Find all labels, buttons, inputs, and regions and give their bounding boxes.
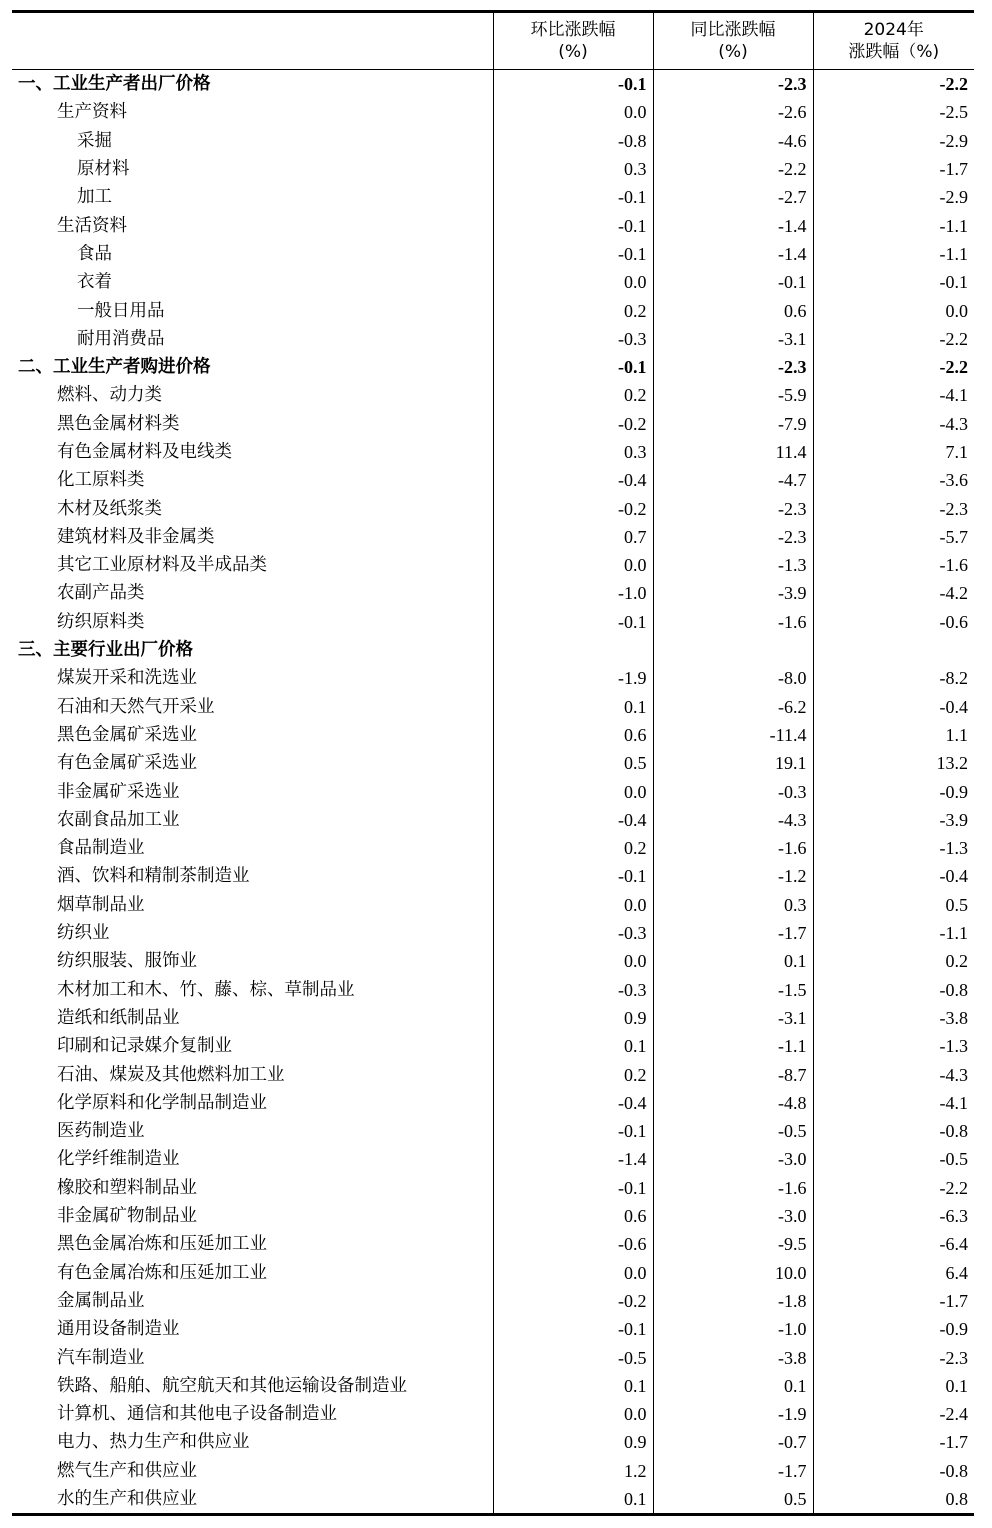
row-label: 三、主要行业出厂价格 [18, 640, 193, 661]
table-row [12, 919, 974, 947]
row-label: 加工 [77, 187, 112, 208]
row-ytd-value: -1.3 [813, 1032, 974, 1060]
table-row [12, 353, 974, 381]
row-label: 食品制造业 [57, 838, 145, 859]
row-yoy-value: -0.7 [653, 1428, 813, 1456]
row-mom-value: -0.1 [493, 1174, 653, 1202]
row-yoy-value: -3.0 [653, 1145, 813, 1173]
row-ytd-value: -1.7 [813, 155, 974, 183]
table-row [12, 693, 974, 721]
table-row [12, 749, 974, 777]
row-label: 计算机、通信和其他电子设备制造业 [57, 1404, 337, 1425]
row-yoy-value: -2.3 [653, 494, 813, 522]
row-label: 农副食品加工业 [57, 809, 180, 830]
row-mom-value: -1.4 [493, 1145, 653, 1173]
table-row [12, 410, 974, 438]
row-ytd-value: -0.1 [813, 268, 974, 296]
row-ytd-value: 0.1 [813, 1372, 974, 1400]
row-ytd-value: -2.3 [813, 1343, 974, 1371]
table-row [12, 211, 974, 239]
row-mom-value: 0.1 [493, 1372, 653, 1400]
row-yoy-value: -1.1 [653, 1032, 813, 1060]
row-label: 一般日用品 [77, 300, 165, 321]
row-mom-value: -0.1 [493, 353, 653, 381]
row-yoy-value: -3.0 [653, 1202, 813, 1230]
row-ytd-value: -2.4 [813, 1400, 974, 1428]
table-row [12, 1174, 974, 1202]
row-label: 木材及纸浆类 [57, 498, 162, 519]
table-row [12, 1117, 974, 1145]
row-ytd-value: -1.6 [813, 551, 974, 579]
price-table-container [12, 10, 974, 1516]
row-label: 生产资料 [57, 102, 127, 123]
row-yoy-value: -1.6 [653, 834, 813, 862]
row-label: 黑色金属矿采选业 [57, 724, 197, 745]
row-yoy-value: -2.3 [653, 70, 813, 99]
row-ytd-value: -1.7 [813, 1428, 974, 1456]
table-row [12, 155, 974, 183]
table-row [12, 268, 974, 296]
row-yoy-value: -1.7 [653, 1457, 813, 1485]
row-label: 采掘 [77, 130, 112, 151]
row-yoy-value: -6.2 [653, 693, 813, 721]
row-label: 原材料 [77, 159, 130, 180]
header-yoy [653, 12, 813, 70]
table-row [12, 579, 974, 607]
row-yoy-value: -8.0 [653, 664, 813, 692]
row-ytd-value: 0.0 [813, 296, 974, 324]
table-row [12, 523, 974, 551]
row-label: 建筑材料及非金属类 [57, 526, 215, 547]
row-mom-value: -0.4 [493, 806, 653, 834]
row-mom-value: -0.1 [493, 608, 653, 636]
row-yoy-value: 0.1 [653, 1372, 813, 1400]
row-yoy-value: 0.5 [653, 1485, 813, 1515]
row-mom-value: 0.6 [493, 721, 653, 749]
row-ytd-value: 6.4 [813, 1258, 974, 1286]
row-mom-value: 0.0 [493, 1400, 653, 1428]
row-ytd-value: -2.9 [813, 183, 974, 211]
row-yoy-value: -7.9 [653, 410, 813, 438]
row-yoy-value: -0.5 [653, 1117, 813, 1145]
row-mom-value: 0.5 [493, 749, 653, 777]
row-mom-value: -0.1 [493, 211, 653, 239]
row-ytd-value: -6.4 [813, 1230, 974, 1258]
row-label: 燃气生产和供应业 [57, 1460, 197, 1481]
row-label: 铁路、船舶、航空航天和其他运输设备制造业 [57, 1375, 407, 1396]
row-label: 烟草制品业 [57, 894, 145, 915]
table-row [12, 608, 974, 636]
row-mom-value: -0.3 [493, 325, 653, 353]
row-mom-value: -0.1 [493, 70, 653, 99]
row-yoy-value: -2.7 [653, 183, 813, 211]
row-ytd-value: 0.5 [813, 891, 974, 919]
table-row [12, 1004, 974, 1032]
row-ytd-value: -2.2 [813, 1174, 974, 1202]
row-label: 化学纤维制造业 [57, 1149, 180, 1170]
row-mom-value: 0.2 [493, 296, 653, 324]
table-row [12, 1145, 974, 1173]
row-mom-value: 0.0 [493, 891, 653, 919]
row-yoy-value [653, 636, 813, 664]
table-row [12, 296, 974, 324]
row-mom-value: -0.2 [493, 494, 653, 522]
row-ytd-value: -2.2 [813, 70, 974, 99]
row-ytd-value: -4.1 [813, 381, 974, 409]
table-row [12, 1315, 974, 1343]
row-yoy-value: -5.9 [653, 381, 813, 409]
table-row [12, 1343, 974, 1371]
table-row [12, 466, 974, 494]
row-mom-value: -0.5 [493, 1343, 653, 1371]
row-ytd-value: -8.2 [813, 664, 974, 692]
row-ytd-value: 0.2 [813, 947, 974, 975]
table-row [12, 183, 974, 211]
row-yoy-value: -3.1 [653, 325, 813, 353]
table-row [12, 636, 974, 664]
row-mom-value: -0.3 [493, 976, 653, 1004]
row-label: 一、工业生产者出厂价格 [18, 74, 211, 95]
row-yoy-value: -11.4 [653, 721, 813, 749]
row-yoy-value: -4.6 [653, 127, 813, 155]
row-ytd-value: -6.3 [813, 1202, 974, 1230]
table-row [12, 494, 974, 522]
row-label: 医药制造业 [57, 1121, 145, 1142]
row-mom-value: 0.3 [493, 155, 653, 183]
row-yoy-value: -1.4 [653, 240, 813, 268]
row-ytd-value: -0.5 [813, 1145, 974, 1173]
row-yoy-value: -0.1 [653, 268, 813, 296]
row-ytd-value: -0.8 [813, 1117, 974, 1145]
table-row [12, 777, 974, 805]
row-mom-value: 0.0 [493, 551, 653, 579]
row-ytd-value: -5.7 [813, 523, 974, 551]
table-header-row [12, 12, 974, 70]
row-label: 化工原料类 [57, 470, 145, 491]
row-ytd-value: -0.8 [813, 976, 974, 1004]
row-mom-value: -0.2 [493, 1287, 653, 1315]
row-label: 燃料、动力类 [57, 385, 162, 406]
row-mom-value: 1.2 [493, 1457, 653, 1485]
row-yoy-value: -3.8 [653, 1343, 813, 1371]
table-row [12, 325, 974, 353]
row-ytd-value: -2.2 [813, 353, 974, 381]
row-yoy-value: -2.3 [653, 523, 813, 551]
row-mom-value: -0.3 [493, 919, 653, 947]
table-row [12, 1060, 974, 1088]
row-ytd-value: -0.4 [813, 693, 974, 721]
row-label: 煤炭开采和洗选业 [57, 668, 197, 689]
row-label: 非金属矿采选业 [57, 781, 180, 802]
row-yoy-value: 0.6 [653, 296, 813, 324]
row-ytd-value: -0.6 [813, 608, 974, 636]
row-label: 酒、饮料和精制茶制造业 [57, 866, 250, 887]
table-body [12, 70, 974, 1515]
row-yoy-value: -2.2 [653, 155, 813, 183]
row-ytd-value: -1.1 [813, 240, 974, 268]
row-ytd-value: -4.3 [813, 1060, 974, 1088]
row-yoy-value: -1.8 [653, 1287, 813, 1315]
row-mom-value: -1.0 [493, 579, 653, 607]
row-ytd-value: -0.9 [813, 777, 974, 805]
row-yoy-value: -3.1 [653, 1004, 813, 1032]
table-row [12, 1400, 974, 1428]
row-label: 非金属矿物制品业 [57, 1206, 197, 1227]
table-row [12, 1089, 974, 1117]
header-mom-line2: (%) [558, 42, 588, 62]
header-mom [493, 12, 653, 70]
header-mom-line1: 环比涨跌幅 [530, 20, 616, 40]
row-label: 纺织服装、服饰业 [57, 951, 197, 972]
row-label: 木材加工和木、竹、藤、棕、草制品业 [57, 979, 355, 1000]
table-row [12, 664, 974, 692]
table-row [12, 947, 974, 975]
row-mom-value: 0.6 [493, 1202, 653, 1230]
row-mom-value [493, 636, 653, 664]
row-label: 造纸和纸制品业 [57, 1007, 180, 1028]
row-mom-value: 0.2 [493, 1060, 653, 1088]
row-mom-value: -0.1 [493, 240, 653, 268]
row-ytd-value: -2.9 [813, 127, 974, 155]
row-yoy-value: -4.3 [653, 806, 813, 834]
table-row [12, 862, 974, 890]
header-blank-cell [12, 12, 493, 70]
row-ytd-value: -4.3 [813, 410, 974, 438]
row-mom-value: -0.1 [493, 1315, 653, 1343]
row-yoy-value: 10.0 [653, 1258, 813, 1286]
row-mom-value: -0.4 [493, 466, 653, 494]
row-mom-value: -0.1 [493, 862, 653, 890]
row-ytd-value: -4.1 [813, 1089, 974, 1117]
table-row [12, 721, 974, 749]
row-mom-value: 0.1 [493, 1032, 653, 1060]
table-row [12, 1485, 974, 1515]
row-ytd-value: -2.2 [813, 325, 974, 353]
row-ytd-value: -3.9 [813, 806, 974, 834]
table-row [12, 551, 974, 579]
row-ytd-value: -3.8 [813, 1004, 974, 1032]
table-row [12, 1032, 974, 1060]
table-row [12, 127, 974, 155]
row-mom-value: 0.0 [493, 1258, 653, 1286]
row-mom-value: -0.6 [493, 1230, 653, 1258]
row-mom-value: 0.2 [493, 834, 653, 862]
row-yoy-value: -3.9 [653, 579, 813, 607]
row-ytd-value: -1.1 [813, 919, 974, 947]
row-label: 黑色金属冶炼和压延加工业 [57, 1234, 267, 1255]
row-yoy-value: -1.0 [653, 1315, 813, 1343]
row-yoy-value: -1.9 [653, 1400, 813, 1428]
row-mom-value: -0.4 [493, 1089, 653, 1117]
row-yoy-value: -1.6 [653, 1174, 813, 1202]
row-label: 电力、热力生产和供应业 [57, 1432, 250, 1453]
row-mom-value: 0.0 [493, 98, 653, 126]
table-row [12, 976, 974, 1004]
row-label: 有色金属矿采选业 [57, 753, 197, 774]
row-label: 生活资料 [57, 215, 127, 236]
row-ytd-value: -1.3 [813, 834, 974, 862]
row-label: 有色金属冶炼和压延加工业 [57, 1262, 267, 1283]
row-label: 化学原料和化学制品制造业 [57, 1092, 267, 1113]
row-yoy-value: -1.6 [653, 608, 813, 636]
row-yoy-value: 19.1 [653, 749, 813, 777]
row-label: 金属制品业 [57, 1290, 145, 1311]
header-yoy-line1: 同比涨跌幅 [690, 20, 776, 40]
row-label: 汽车制造业 [57, 1347, 145, 1368]
table-row [12, 1457, 974, 1485]
row-ytd-value: 13.2 [813, 749, 974, 777]
row-mom-value: 0.0 [493, 777, 653, 805]
table-row [12, 1428, 974, 1456]
row-mom-value: -1.9 [493, 664, 653, 692]
row-yoy-value: -1.7 [653, 919, 813, 947]
table-row [12, 891, 974, 919]
header-yoy-line2: (%) [718, 42, 748, 62]
row-yoy-value: 0.1 [653, 947, 813, 975]
row-ytd-value: 1.1 [813, 721, 974, 749]
row-ytd-value: -0.8 [813, 1457, 974, 1485]
row-mom-value: 0.2 [493, 381, 653, 409]
row-ytd-value: -3.6 [813, 466, 974, 494]
row-mom-value: -0.1 [493, 183, 653, 211]
table-row [12, 438, 974, 466]
header-ytd [813, 12, 974, 70]
row-yoy-value: -4.8 [653, 1089, 813, 1117]
table-row [12, 1372, 974, 1400]
row-yoy-value: -2.6 [653, 98, 813, 126]
row-mom-value: -0.1 [493, 1117, 653, 1145]
row-yoy-value: -9.5 [653, 1230, 813, 1258]
table-row [12, 1258, 974, 1286]
header-ytd-line2: 涨跌幅（%) [848, 42, 940, 62]
row-label: 印刷和记录媒介复制业 [57, 1036, 232, 1057]
row-label: 耐用消费品 [77, 328, 165, 349]
row-mom-value: 0.9 [493, 1428, 653, 1456]
row-mom-value: 0.9 [493, 1004, 653, 1032]
row-yoy-value: 0.3 [653, 891, 813, 919]
table-row [12, 806, 974, 834]
row-label: 橡胶和塑料制品业 [57, 1177, 197, 1198]
row-ytd-value: -1.7 [813, 1287, 974, 1315]
row-yoy-value: -0.3 [653, 777, 813, 805]
table-row [12, 70, 974, 99]
row-yoy-value: 11.4 [653, 438, 813, 466]
row-label: 通用设备制造业 [57, 1319, 180, 1340]
row-yoy-value: -1.5 [653, 976, 813, 1004]
row-label: 其它工业原材料及半成品类 [57, 555, 267, 576]
row-mom-value: -0.2 [493, 410, 653, 438]
row-yoy-value: -1.4 [653, 211, 813, 239]
row-label: 黑色金属材料类 [57, 413, 180, 434]
row-label: 二、工业生产者购进价格 [18, 357, 211, 378]
table-row [12, 98, 974, 126]
row-ytd-value: -4.2 [813, 579, 974, 607]
row-ytd-value: -2.5 [813, 98, 974, 126]
row-ytd-value: 7.1 [813, 438, 974, 466]
row-ytd-value: -0.4 [813, 862, 974, 890]
row-mom-value: 0.0 [493, 268, 653, 296]
row-label: 有色金属材料及电线类 [57, 442, 232, 462]
row-ytd-value: 0.8 [813, 1485, 974, 1515]
row-mom-value: 0.7 [493, 523, 653, 551]
row-label: 纺织业 [57, 923, 110, 944]
row-mom-value: 0.1 [493, 693, 653, 721]
row-mom-value: 0.3 [493, 438, 653, 466]
price-index-table [12, 10, 974, 1516]
row-yoy-value: -2.3 [653, 353, 813, 381]
row-label: 纺织原料类 [57, 611, 145, 632]
row-label: 食品 [77, 243, 112, 264]
row-label: 衣着 [77, 272, 112, 293]
row-yoy-value: -1.2 [653, 862, 813, 890]
row-mom-value: 0.0 [493, 947, 653, 975]
row-ytd-value [813, 636, 974, 664]
header-ytd-line1: 2024年 [863, 20, 924, 40]
row-label: 农副产品类 [57, 583, 145, 604]
table-row [12, 1230, 974, 1258]
row-label: 石油、煤炭及其他燃料加工业 [57, 1064, 285, 1085]
row-ytd-value: -1.1 [813, 211, 974, 239]
table-row [12, 1287, 974, 1315]
row-label: 石油和天然气开采业 [57, 696, 215, 717]
table-row [12, 1202, 974, 1230]
row-ytd-value: -0.9 [813, 1315, 974, 1343]
table-row [12, 240, 974, 268]
row-ytd-value: -2.3 [813, 494, 974, 522]
table-row [12, 834, 974, 862]
row-mom-value: -0.8 [493, 127, 653, 155]
row-yoy-value: -1.3 [653, 551, 813, 579]
row-yoy-value: -8.7 [653, 1060, 813, 1088]
row-yoy-value: -4.7 [653, 466, 813, 494]
row-mom-value: 0.1 [493, 1485, 653, 1515]
row-label: 水的生产和供应业 [12, 1485, 493, 1515]
table-row [12, 381, 974, 409]
